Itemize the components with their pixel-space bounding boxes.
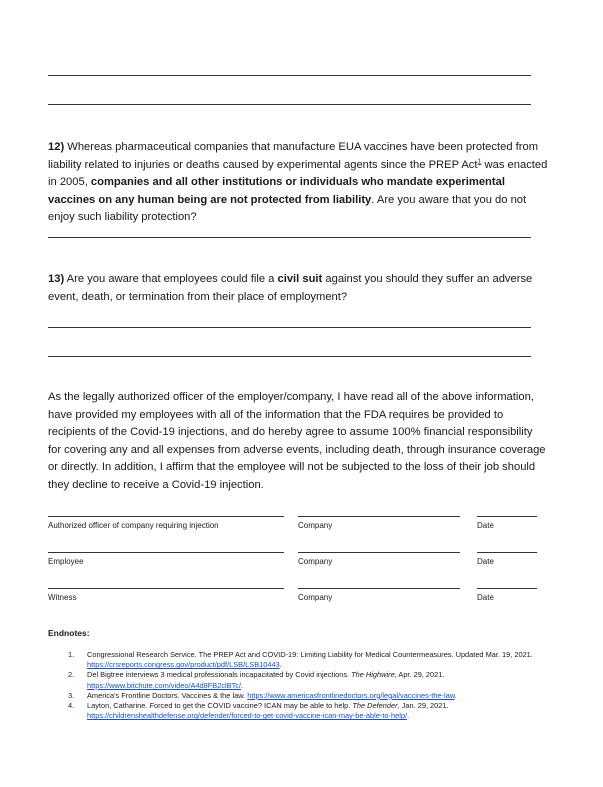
question-12	[48, 139, 548, 227]
endnote-date: , Apr. 29, 2021.	[394, 670, 445, 680]
signature-role-label: Witness	[48, 593, 77, 602]
signature-date-label: Date	[477, 593, 494, 602]
endnote-item	[48, 650, 548, 670]
signature-line-company[interactable]	[298, 552, 460, 553]
endnotes-heading: Endnotes:	[48, 628, 90, 638]
answer-line[interactable]	[48, 356, 531, 357]
endnote-period: .	[241, 680, 244, 690]
endnote-link[interactable]: https://crsreports.congress.gov/product/pdf/LSB/LSB10443	[87, 660, 280, 670]
endnote-text: America's Frontline Doctors. Vaccines & the law.	[87, 690, 248, 700]
endnote-period: .	[454, 690, 457, 700]
endnote-item	[48, 670, 548, 690]
answer-line[interactable]	[48, 104, 531, 105]
endnote-number: 4.	[68, 701, 75, 711]
answer-line[interactable]	[48, 75, 531, 76]
endnote-number: 3.	[68, 690, 75, 700]
endnote-link[interactable]: https://childrenshealthdefense.org/defender/forced-to-get-covid-vaccine-ican-may-be-able-to-help/	[87, 711, 408, 721]
signature-company-label: Company	[298, 521, 333, 530]
signature-role-label: Employee	[48, 557, 84, 566]
endnote-date: , Jan. 29, 2021.	[397, 701, 449, 711]
signature-line-role[interactable]	[48, 588, 284, 589]
endnotes-list	[48, 650, 548, 721]
endnote-link[interactable]: https://www.bitchute.com/video/A4d8FB2clBTc/	[87, 680, 242, 690]
endnote-source: The Defender	[352, 701, 398, 711]
endnote-text: Del Bigtree interviews 3 medical professionals incapacitated by Covid injections.	[87, 670, 352, 680]
question-number: 12)	[48, 141, 65, 153]
signature-line-role[interactable]	[48, 552, 284, 553]
signature-company-label: Company	[298, 593, 333, 602]
answer-line[interactable]	[48, 237, 531, 238]
endnote-item	[48, 691, 548, 701]
endnote-number: 1.	[68, 650, 75, 659]
endnote-number: 2.	[68, 670, 75, 680]
endnote-period: .	[279, 660, 282, 670]
endnote-link[interactable]: https://www.americasfrontlinedoctors.org/legal/vaccines-the-law	[247, 690, 455, 700]
question-number: 13)	[48, 273, 65, 285]
question-13	[48, 271, 548, 306]
question-text: Are you aware that employees could file a	[64, 273, 278, 285]
answer-line[interactable]	[48, 327, 531, 328]
question-emphasis: civil suit	[277, 273, 323, 285]
signature-line-date[interactable]	[477, 552, 537, 553]
signature-line-company[interactable]	[298, 588, 460, 589]
endnote-ref-1[interactable]: 1	[477, 157, 482, 165]
endnote-source: The Highwire	[351, 670, 395, 680]
endnote-text: Congressional Research Service. The PREP Act and COVID-19: Limiting Liability for Medical Countermeasures. Updated Mar. 19, 2021.	[87, 650, 533, 659]
signature-date-label: Date	[477, 521, 494, 530]
endnote-text: Layton, Catharine. Forced to get the COVID vaccine? ICAN may be able to help.	[87, 701, 353, 711]
signature-line-company[interactable]	[298, 516, 460, 517]
signature-line-role[interactable]	[48, 516, 284, 517]
affirmation-paragraph: As the legally authorized officer of the employer/company, I have read all of the above information, have provided my employees with all of the information that the FDA requires be provided to recipients of the Covid-19 injections, and do hereby agree to assume 100% financial responsibility for covering any and all expenses from adverse events, including death, through insurance coverage or directly. In addition, I affirm that the employee will not be subjected to the loss of their job should they decline to receive a Covid-19 injection.	[48, 391, 546, 491]
signature-line-date[interactable]	[477, 588, 537, 589]
signature-company-label: Company	[298, 557, 333, 566]
endnote-item	[48, 701, 548, 721]
question-text: . Are you aware that you do not enjoy such liability protection?	[48, 193, 527, 223]
signature-date-label: Date	[477, 557, 494, 566]
question-text: Whereas pharmaceutical companies that manufacture EUA vaccines have been protected from liability related to injuries or deaths caused by experimental agents since the PREP Act	[48, 141, 539, 171]
signature-line-date[interactable]	[477, 516, 537, 517]
question-text: was enacted in 2005,	[48, 158, 548, 188]
endnote-period: .	[407, 711, 410, 721]
signature-role-label: Authorized officer of company requiring injection	[48, 521, 219, 530]
question-emphasis: companies and all other institutions or individuals who mandate experimental vaccines on any human being are not protected from liability	[48, 176, 505, 206]
question-text: against you should they suffer an adverse event, death, or termination from their place of employment?	[48, 273, 533, 303]
